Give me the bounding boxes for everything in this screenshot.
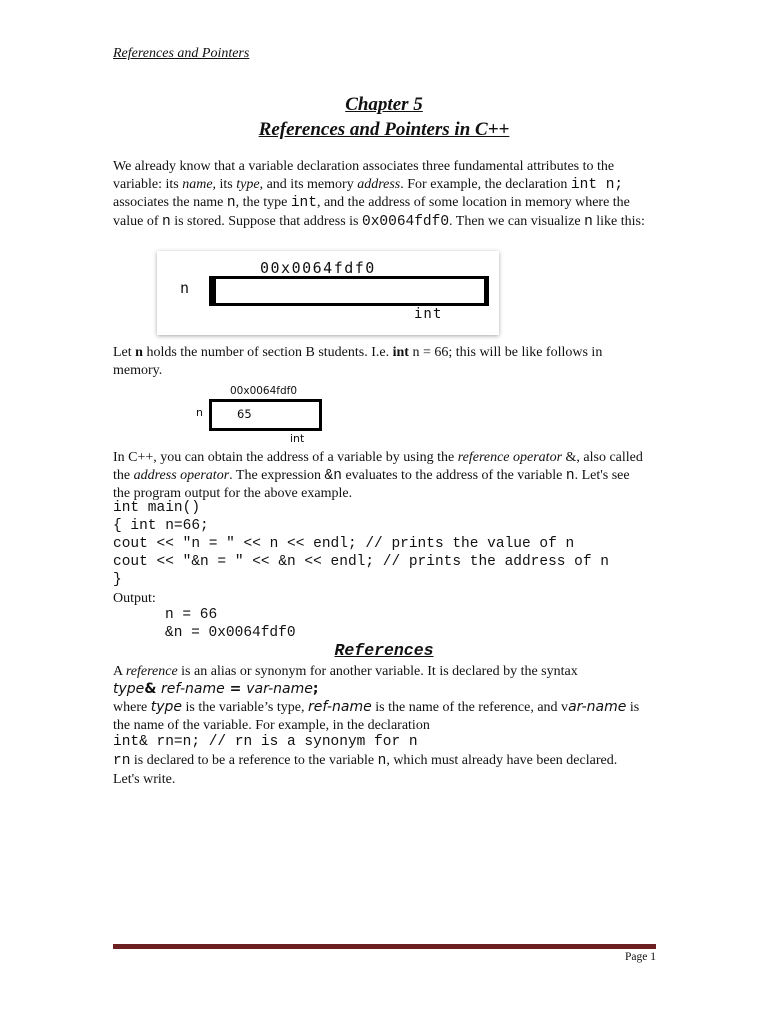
address-operator-paragraph: In C++, you can obtain the address of a variable by using the reference operator &, also called the address operator. The expression &n evaluates to the address of the variable n. Let's see the program output for the above example.	[113, 450, 643, 501]
references-definition: A reference is an alias or synonym for another variable. It is declared by the syntax	[113, 664, 578, 679]
code-line: cout << "&n = " << &n << endl; // prints the address of n	[113, 554, 609, 570]
variable-name-label: n	[180, 279, 190, 297]
memory-address-label-2: 00x0064fdf0	[230, 385, 298, 397]
memory-address-label: 00x0064fdf0	[260, 259, 376, 277]
page-number: Page 1	[625, 951, 656, 963]
section-heading-references: References	[334, 641, 434, 660]
chapter-title: References and Pointers in C++	[258, 119, 510, 140]
output-line: n = 66	[165, 607, 218, 623]
variable-type-label: int	[414, 306, 443, 322]
code-line: { int n=66;	[113, 518, 209, 534]
variable-type-label-2: int	[290, 432, 305, 445]
memory-cell-value: 65	[237, 407, 252, 421]
memory-cell-box-2	[209, 399, 322, 431]
footer-rule	[113, 944, 656, 949]
code-example: int& rn=n; // rn is a synonym for n	[113, 734, 418, 750]
code-line: }	[113, 572, 122, 588]
memory-cell-box	[209, 276, 489, 306]
chapter-number: Chapter 5	[345, 94, 423, 115]
reference-syntax: type& ref-name = var-name;	[113, 681, 319, 697]
output-label: Output:	[113, 591, 156, 606]
running-header: References and Pointers	[113, 46, 250, 61]
reference-conclusion: rn is declared to be a reference to the variable n, which must already have been declared. Let's write.	[113, 753, 618, 787]
syntax-explanation: where type is the variable’s type, ref-name is the name of the reference, and var-name is the name of the variable. For example, in the declaration	[113, 699, 640, 733]
variable-name-label-2: n	[196, 406, 203, 419]
intro-paragraph: We already know that a variable declaration associates three fundamental attributes to the variable: its name, its type, and its memory address. For example, the declaration int n; associates the name n, the type int, and the address of some location in memory where the value of n is stored. Suppose that address is 0x0064fdf0. Then we can visualize n like this:	[113, 159, 645, 230]
code-line: int main()	[113, 500, 201, 516]
output-line: &n = 0x0064fdf0	[165, 625, 296, 641]
code-line: cout << "n = " << n << endl; // prints the value of n	[113, 536, 575, 552]
section-b-paragraph: Let n holds the number of section B students. I.e. int n = 66; this will be like follows in memory.	[113, 345, 603, 378]
